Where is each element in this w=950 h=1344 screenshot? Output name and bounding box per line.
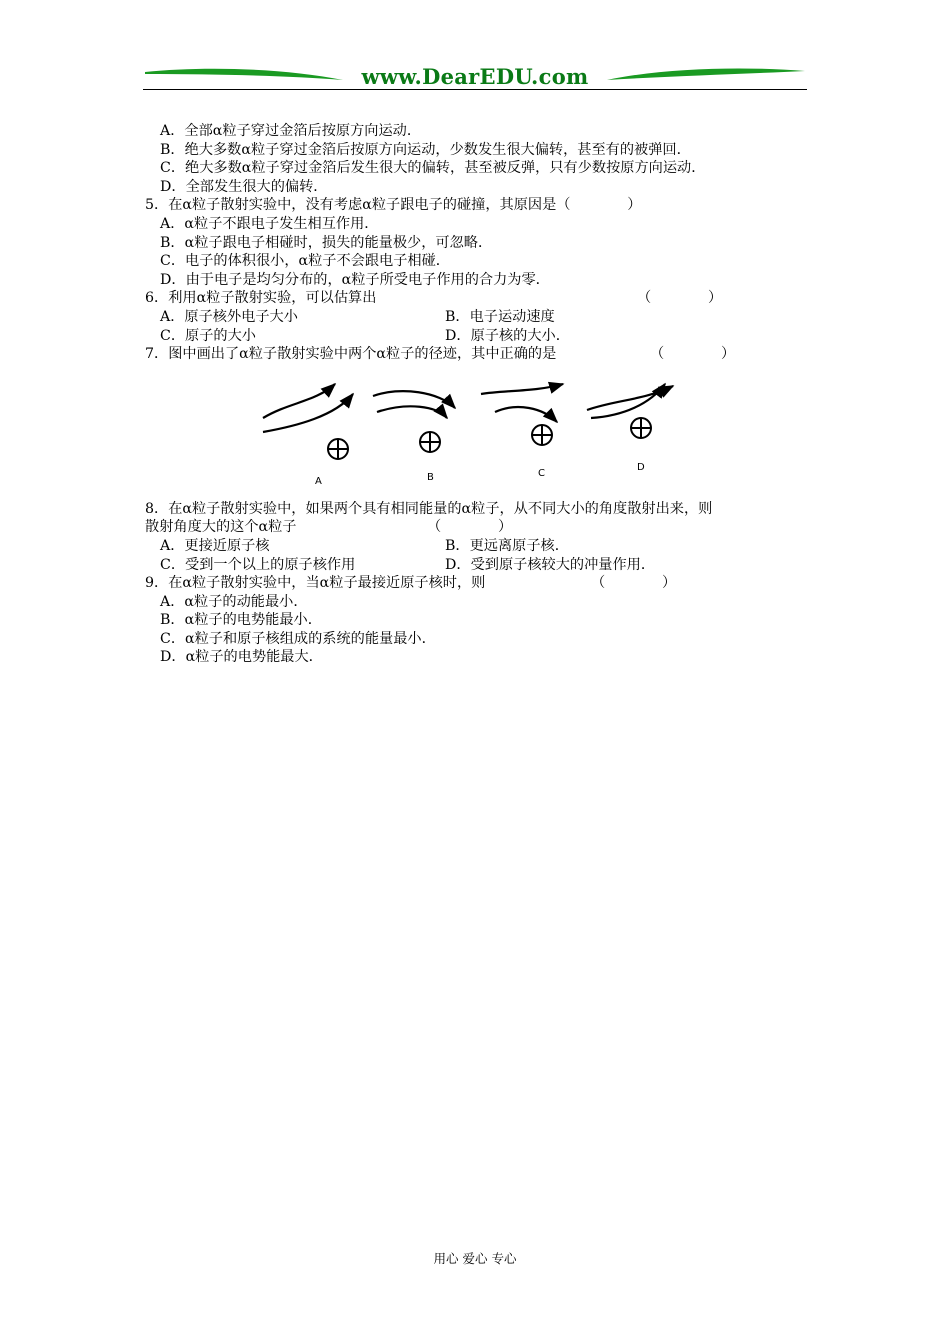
q8-option-c: C．受到一个以上的原子核作用	[160, 556, 356, 573]
q8-options-row-2	[145, 556, 810, 575]
q6-answer-paren: （ ）	[637, 290, 723, 307]
q5-option-d: D．由于电子是均匀分布的，α粒子所受电子作用的合力为零．	[160, 271, 550, 288]
page-header	[143, 62, 807, 92]
site-logo-text[interactable]: www.DearEDU.com	[361, 64, 589, 89]
q7-answer-paren: （ ）	[650, 346, 736, 363]
q7-trajectory-diagram	[145, 364, 810, 500]
q5-stem: 5．在α粒子散射实验中，没有考虑α粒子跟电子的碰撞，其原因是	[145, 197, 557, 214]
figure-label-b: B	[427, 471, 434, 483]
q9-option-b: B．α粒子的电势能最小．	[160, 612, 322, 629]
q9-option-a: A．α粒子的动能最小．	[160, 593, 308, 610]
q4-option-d: D．全部发生很大的偏转．	[160, 178, 328, 195]
q6-stem-line	[145, 289, 810, 308]
figure-label-c: C	[538, 467, 545, 479]
q6-option-b: B．电子运动速度	[445, 308, 555, 325]
figure-label-a: A	[315, 475, 322, 487]
q5-answer-paren: （ ）	[556, 197, 642, 214]
header-rule	[143, 89, 807, 90]
q5-option-a: A．α粒子不跟电子发生相互作用．	[160, 215, 379, 232]
q6-options-row-2	[145, 327, 810, 346]
q8-option-d: D．受到原子核较大的冲量作用．	[445, 556, 656, 573]
q6-stem: 6．利用α粒子散射实验，可以估算出	[145, 290, 377, 307]
q4-option-a: A．全部α粒子穿过金箔后按原方向运动．	[160, 123, 422, 139]
q8-stem-line-1: 8．在α粒子散射实验中，如果两个具有相同能量的α粒子，从不同大小的角度散射出来，则	[145, 500, 713, 517]
q9-option-c: C．α粒子和原子核组成的系统的能量最小．	[160, 630, 436, 647]
q9-option-d: D．α粒子的电势能最大．	[160, 649, 323, 666]
q8-option-b: B．更远离原子核．	[445, 537, 569, 554]
q5-option-b: B．α粒子跟电子相碰时，损失的能量极少，可忽略．	[160, 234, 493, 251]
worksheet-content	[145, 122, 810, 667]
q9-stem: 9．在α粒子散射实验中，当α粒子最接近原子核时，则	[145, 575, 486, 592]
q8-option-a: A．更接近原子核	[160, 537, 270, 554]
q6-options-row-1	[145, 308, 810, 327]
q8-stem-line-2	[145, 518, 810, 537]
q5-stem-line	[145, 196, 810, 215]
q9-stem-line	[145, 574, 810, 593]
q4-option-c: C．绝大多数α粒子穿过金箔后发生很大的偏转，甚至被反弹，只有少数按原方向运动．	[160, 160, 706, 177]
q6-option-c: C．原子的大小	[160, 327, 256, 344]
q8-options-row-1	[145, 537, 810, 556]
q4-option-b: B．绝大多数α粒子穿过金箔后按原方向运动，少数发生很大偏转，甚至有的被弹回．	[160, 141, 691, 158]
figure-label-d: D	[637, 461, 645, 473]
q7-stem-line	[145, 345, 810, 364]
q7-trajectory-figure	[145, 364, 810, 500]
q7-stem: 7．图中画出了α粒子散射实验中两个α粒子的径迹，其中正确的是	[145, 346, 557, 363]
q8-stem-2: 散射角度大的这个α粒子	[145, 519, 297, 536]
q6-option-a: A．原子核外电子大小	[160, 308, 298, 325]
q6-option-d: D．原子核的大小．	[445, 327, 570, 344]
q5-option-c: C．电子的体积很小，α粒子不会跟电子相碰．	[160, 253, 451, 270]
q8-answer-paren: （ ）	[427, 519, 513, 536]
page-footer: 用心 爱心 专心	[433, 1251, 517, 1266]
q9-answer-paren: （ ）	[591, 575, 677, 592]
